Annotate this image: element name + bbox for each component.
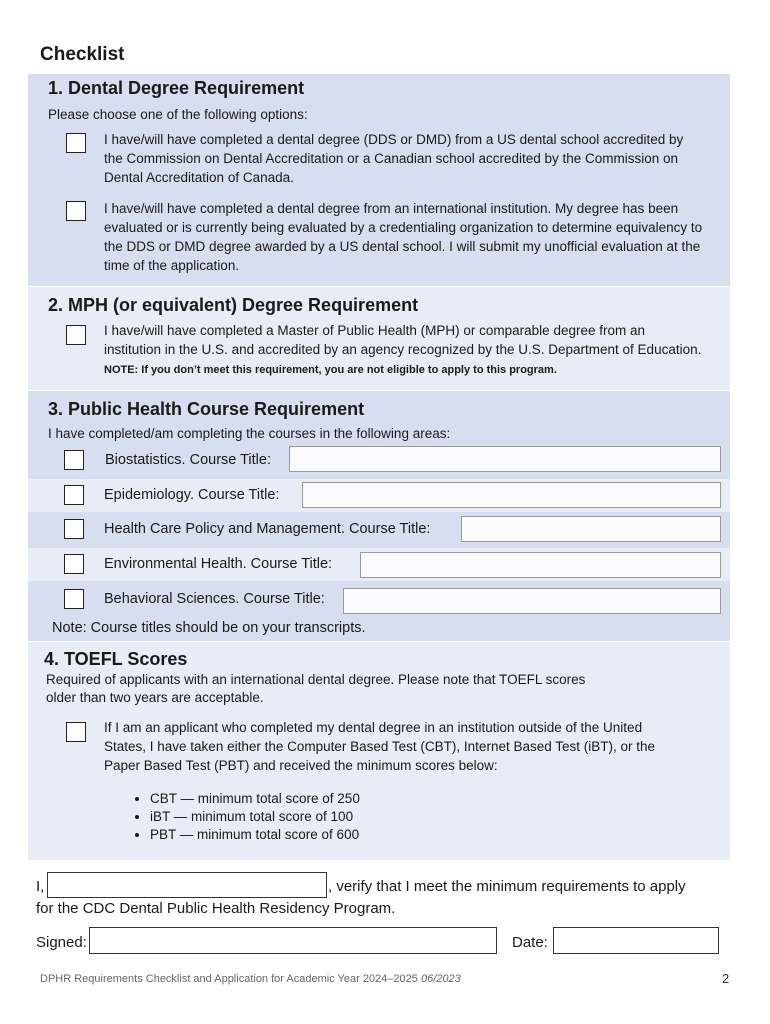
course-row-behavioral-sciences bbox=[28, 583, 730, 616]
behavioral-sciences-course-title-input[interactable] bbox=[343, 588, 721, 614]
checkbox-us-dental-degree[interactable] bbox=[66, 133, 86, 153]
transcript-note: Note: Course titles should be on your transcripts. bbox=[52, 620, 366, 636]
course-label: Biostatistics. Course Title: bbox=[105, 452, 271, 468]
section-intro: I have completed/am completing the courses in the following areas: bbox=[48, 426, 451, 441]
date-input[interactable] bbox=[553, 927, 719, 954]
biostatistics-course-title-input[interactable] bbox=[289, 446, 721, 472]
section-heading: 1. Dental Degree Requirement bbox=[48, 78, 305, 98]
option-label: If I am an applicant who completed my dental degree in an institution outside of the United States, I have taken either the Computer Based Test (CBT), Internet Based Test (iBT), or the Paper Based Test (PBT) and received the minimum scores below: bbox=[104, 720, 656, 773]
applicant-name-input[interactable] bbox=[47, 872, 327, 898]
footer-text bbox=[40, 973, 461, 985]
option-label: I have/will have completed a dental degree (DDS or DMD) from a US dental school accredited by the Commission on Dental Accreditation or a Canadian school accredited by the Commission on Dental Accreditation of Canada. bbox=[104, 132, 684, 185]
page-title: Checklist bbox=[40, 44, 125, 65]
course-label: Epidemiology. Course Title: bbox=[104, 487, 280, 503]
epidemiology-course-title-input[interactable] bbox=[302, 482, 721, 508]
section-mph-degree bbox=[28, 287, 730, 390]
section-intro: Required of applicants with an international dental degree. Please note that TOEFL scores bbox=[46, 672, 586, 687]
verify-statement-line2: for the CDC Dental Public Health Residency Program. bbox=[36, 900, 396, 917]
health-policy-course-title-input[interactable] bbox=[461, 516, 721, 542]
course-row-environmental-health bbox=[28, 548, 730, 581]
course-label: Environmental Health. Course Title: bbox=[104, 556, 333, 572]
checkbox-mph-degree[interactable] bbox=[66, 325, 86, 345]
course-label: Health Care Policy and Management. Course Title: bbox=[104, 521, 431, 537]
option-text: I have/will have completed a Master of Public Health (MPH) or comparable degree from an institution in the U.S. and accredited by an agency recognized by the U.S. Department of Education. bbox=[104, 323, 702, 357]
checkbox-international-degree[interactable] bbox=[66, 201, 86, 221]
list-item: • CBT — minimum total score of 250 bbox=[150, 790, 360, 808]
verify-statement: , verify that I meet the minimum requirements to apply bbox=[328, 878, 686, 895]
checkbox-environmental-health[interactable] bbox=[64, 554, 84, 574]
list-item: • iBT — minimum total score of 100 bbox=[150, 808, 360, 826]
checkbox-behavioral-sciences[interactable] bbox=[64, 589, 84, 609]
section-dental-degree bbox=[28, 74, 730, 286]
list-item: • PBT — minimum total score of 600 bbox=[150, 826, 360, 844]
course-row-biostatistics bbox=[28, 444, 730, 477]
checkbox-biostatistics[interactable] bbox=[64, 450, 84, 470]
verify-prefix: I, bbox=[36, 878, 45, 895]
checkbox-toefl[interactable] bbox=[66, 722, 86, 742]
signed-label: Signed: bbox=[36, 934, 87, 951]
footer-date: 06/2023 bbox=[420, 973, 461, 985]
option-label bbox=[104, 321, 704, 380]
section-heading: 3. Public Health Course Requirement bbox=[48, 399, 365, 419]
course-label: Behavioral Sciences. Course Title: bbox=[104, 591, 325, 607]
eligibility-note: NOTE: If you don’t meet this requirement, you are not eligible to apply to this program. bbox=[104, 364, 557, 376]
course-row-health-policy bbox=[28, 513, 730, 546]
page-number: 2 bbox=[722, 971, 730, 986]
signature-input[interactable] bbox=[89, 927, 497, 954]
date-label: Date: bbox=[512, 934, 548, 951]
section-intro: older than two years are acceptable. bbox=[46, 690, 264, 705]
checkbox-health-policy[interactable] bbox=[64, 519, 84, 539]
section-toefl bbox=[28, 642, 730, 860]
option-label: I have/will have completed a dental degree from an international institution. My degree has been evaluated or is currently being evaluated by a credentialing organization to determine equivalency to the DDS or DMD degree awarded by a US dental school. I will submit my unofficial evaluation at the time of the application. bbox=[104, 201, 703, 273]
checkbox-epidemiology[interactable] bbox=[64, 485, 84, 505]
section-heading: 4. TOEFL Scores bbox=[44, 649, 188, 669]
environmental-health-course-title-input[interactable] bbox=[360, 552, 721, 578]
toefl-score-list bbox=[132, 790, 360, 844]
course-row-epidemiology bbox=[28, 479, 730, 512]
footer-title: DPHR Requirements Checklist and Application for Academic Year 2024–2025 bbox=[40, 973, 418, 985]
section-heading: 2. MPH (or equivalent) Degree Requirement bbox=[48, 295, 419, 315]
section-intro: Please choose one of the following options: bbox=[48, 107, 308, 122]
